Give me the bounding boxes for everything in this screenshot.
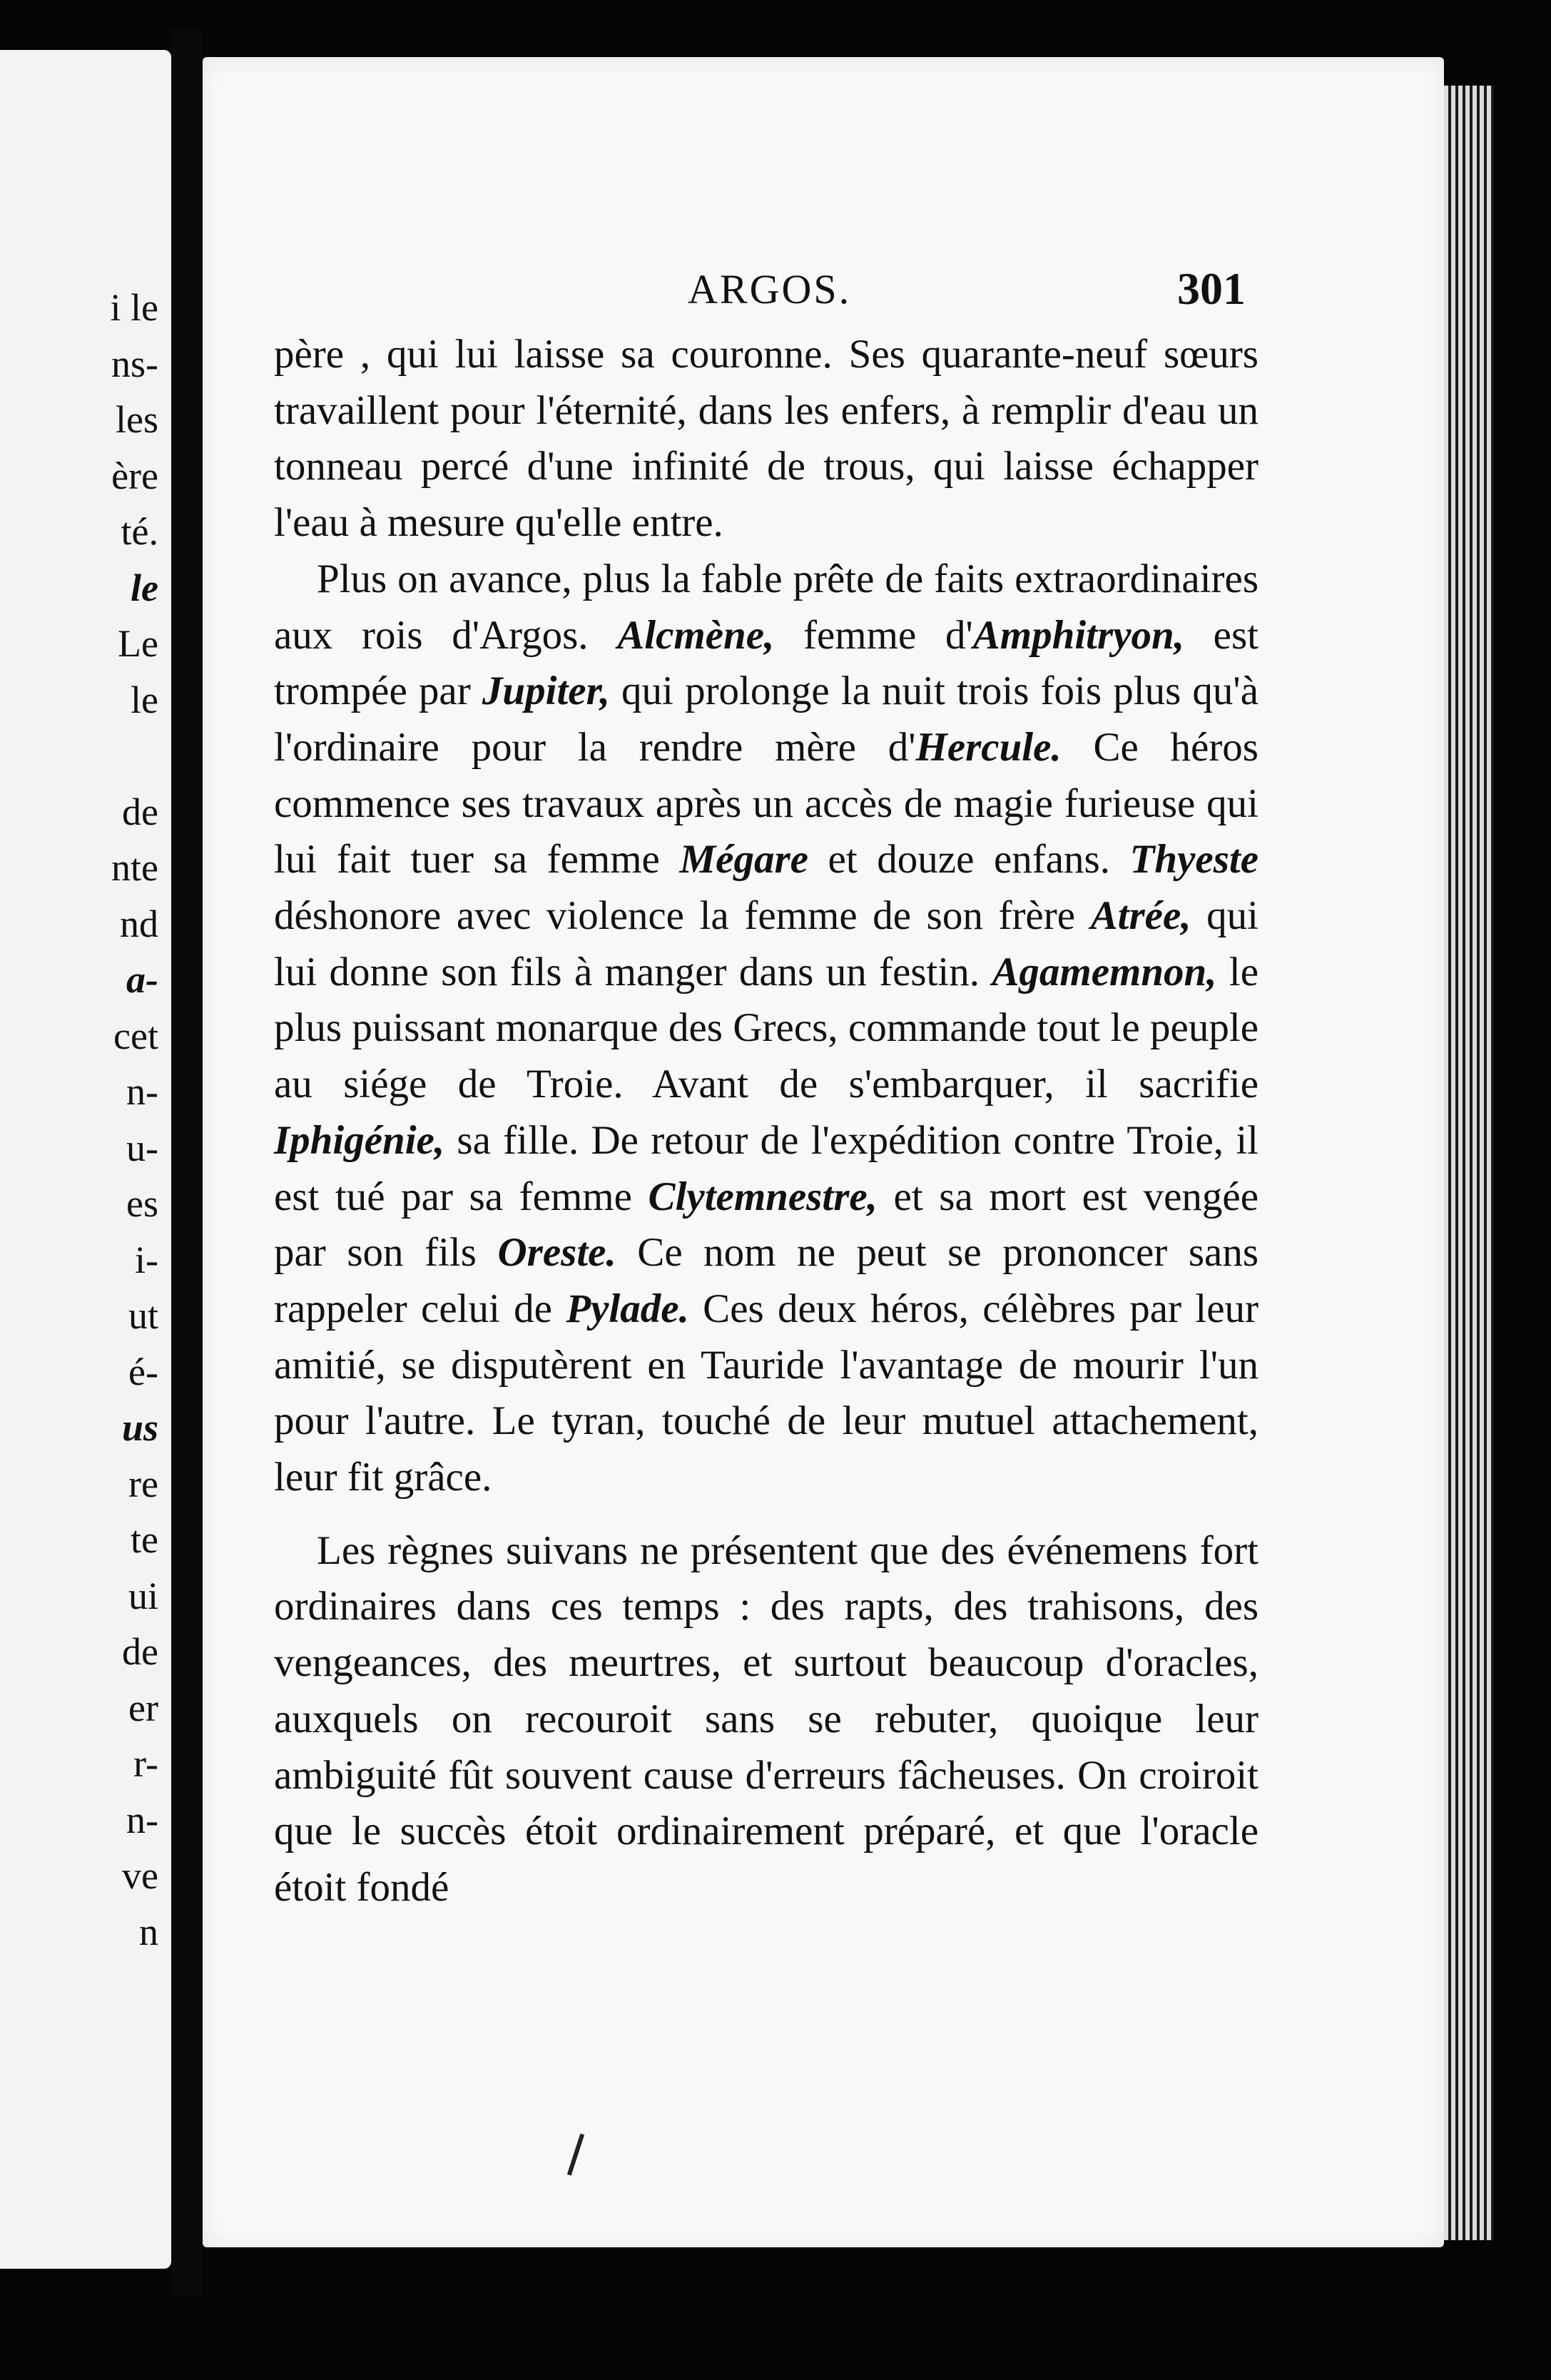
running-head [203, 265, 1444, 322]
text-run: femme d' [774, 612, 973, 658]
text-run: et sa mort est vengée par son fils [274, 1174, 1258, 1276]
proper-name: Agamemnon, [992, 949, 1217, 995]
left-page-fragment: ère [111, 454, 158, 497]
left-page-fragment: er [128, 1686, 158, 1729]
paragraph [274, 327, 1258, 551]
left-page-fragment: té. [121, 510, 158, 553]
text-run: père , qui lui laisse sa couronne. Ses quarante-neuf sœurs travaillent pour l'éternité, dans les enfers, à remplir d'eau un tonneau percé d'une infinité de trous, qui laisse échapper l'eau à mesure qu'elle entre. [274, 332, 1258, 546]
left-page-fragment [0, 728, 164, 784]
left-page-fragment: n- [126, 1798, 158, 1841]
left-page-fragment: Le [118, 622, 158, 665]
paragraph [274, 551, 1258, 1506]
text-run: et douze enfans. [808, 837, 1130, 883]
right-page [203, 57, 1444, 2247]
proper-name: Thyeste [1129, 837, 1259, 883]
text-run: sa fille. De retour de l'expédition contre Troie, il est tué par sa femme [274, 1117, 1258, 1219]
left-facing-page [0, 50, 171, 2269]
left-page-fragment: les [116, 398, 158, 441]
proper-name: Amphitryon, [972, 612, 1184, 658]
text-run: qui prolonge la nuit trois fois plus qu'à l'ordinaire pour la rendre mère d' [274, 668, 1258, 770]
left-page-fragment: te [131, 1518, 158, 1561]
left-page-fragment: cet [113, 1014, 158, 1057]
left-page-fragment: us [121, 1406, 158, 1449]
left-page-fragment: n [139, 1910, 158, 1953]
left-page-fragment: n- [126, 1070, 158, 1113]
page-edges [1444, 86, 1494, 2240]
text-run: Ces deux héros, célèbres par leur amitié, se disputèrent en Tauride l'avantage de mourir l'un pour l'autre. Le tyran, touché de leur mutuel attachement, leur fit grâce. [274, 1286, 1258, 1500]
proper-name: Pylade. [566, 1286, 689, 1331]
left-page-fragment: le [131, 678, 158, 721]
proper-name: Iphigénie, [274, 1117, 445, 1163]
left-page-fragment: es [126, 1182, 158, 1225]
left-page-fragment: nd [120, 902, 158, 945]
running-title: ARGOS. [688, 266, 852, 312]
paragraph [274, 1523, 1258, 1916]
text-run: Les règnes suivans ne présentent que des événemens fort ordinaires dans ces temps : des rapts, des trahisons, des vengeances, des meurtres, et surtout beaucoup d'oracles, auxquels on recouroit sans se rebuter, quoique leur ambiguité fût souvent cause d'erreurs fâcheuses. On croiroit que le succès étoit ordinairement préparé, et que l'oracle étoit fondé [274, 1527, 1258, 1910]
proper-name: Oreste. [497, 1230, 616, 1276]
text-run: qui lui donne son fils à manger dans un festin. [274, 893, 1258, 995]
text-run: le plus puissant monarque des Grecs, commande tout le peuple au siége de Troie. Avant de s'embarquer, il sacrifie [274, 949, 1258, 1107]
left-page-fragment: ui [128, 1574, 158, 1617]
text-run: Plus on avance, plus la fable prête de faits extraordinaires aux rois d'Argos. [274, 556, 1258, 658]
page-number: 301 [1177, 263, 1246, 314]
left-page-fragment: ns- [111, 342, 158, 385]
ink-mark [567, 2134, 584, 2176]
left-page-fragment: nte [111, 846, 158, 889]
text-run: est trompée par [274, 612, 1258, 714]
proper-name: Jupiter, [482, 668, 610, 714]
left-page-fragment: é- [128, 1350, 158, 1393]
text-run: Ce héros commence ses travaux après un accès de magie furieuse qui lui fait tuer sa femme [274, 724, 1258, 883]
proper-name: Mégare [679, 837, 808, 883]
proper-name: Alcmène, [617, 612, 775, 658]
left-page-fragment: ut [128, 1294, 158, 1337]
left-page-fragment: re [128, 1462, 158, 1505]
left-page-fragment: u- [126, 1126, 158, 1169]
body-text [274, 327, 1258, 1916]
left-page-fragment: r- [133, 1742, 158, 1785]
left-page-fragment: a- [126, 958, 158, 1001]
text-run: déshonore avec violence la femme de son frère [274, 893, 1091, 939]
left-page-line-fragments [0, 280, 164, 1960]
left-page-fragment: i le [110, 286, 158, 329]
proper-name: Hercule. [915, 724, 1062, 770]
left-page-fragment: i- [135, 1238, 158, 1281]
left-page-fragment: de [122, 1630, 158, 1673]
proper-name: Atrée, [1090, 893, 1191, 939]
text-run: Ce nom ne peut se prononcer sans rappeler celui de [274, 1230, 1259, 1331]
proper-name: Clytemnestre, [648, 1174, 878, 1219]
book-gutter [171, 29, 203, 2297]
left-page-fragment: le [131, 566, 158, 609]
left-page-fragment: ve [122, 1854, 158, 1897]
left-page-fragment: de [122, 790, 158, 833]
